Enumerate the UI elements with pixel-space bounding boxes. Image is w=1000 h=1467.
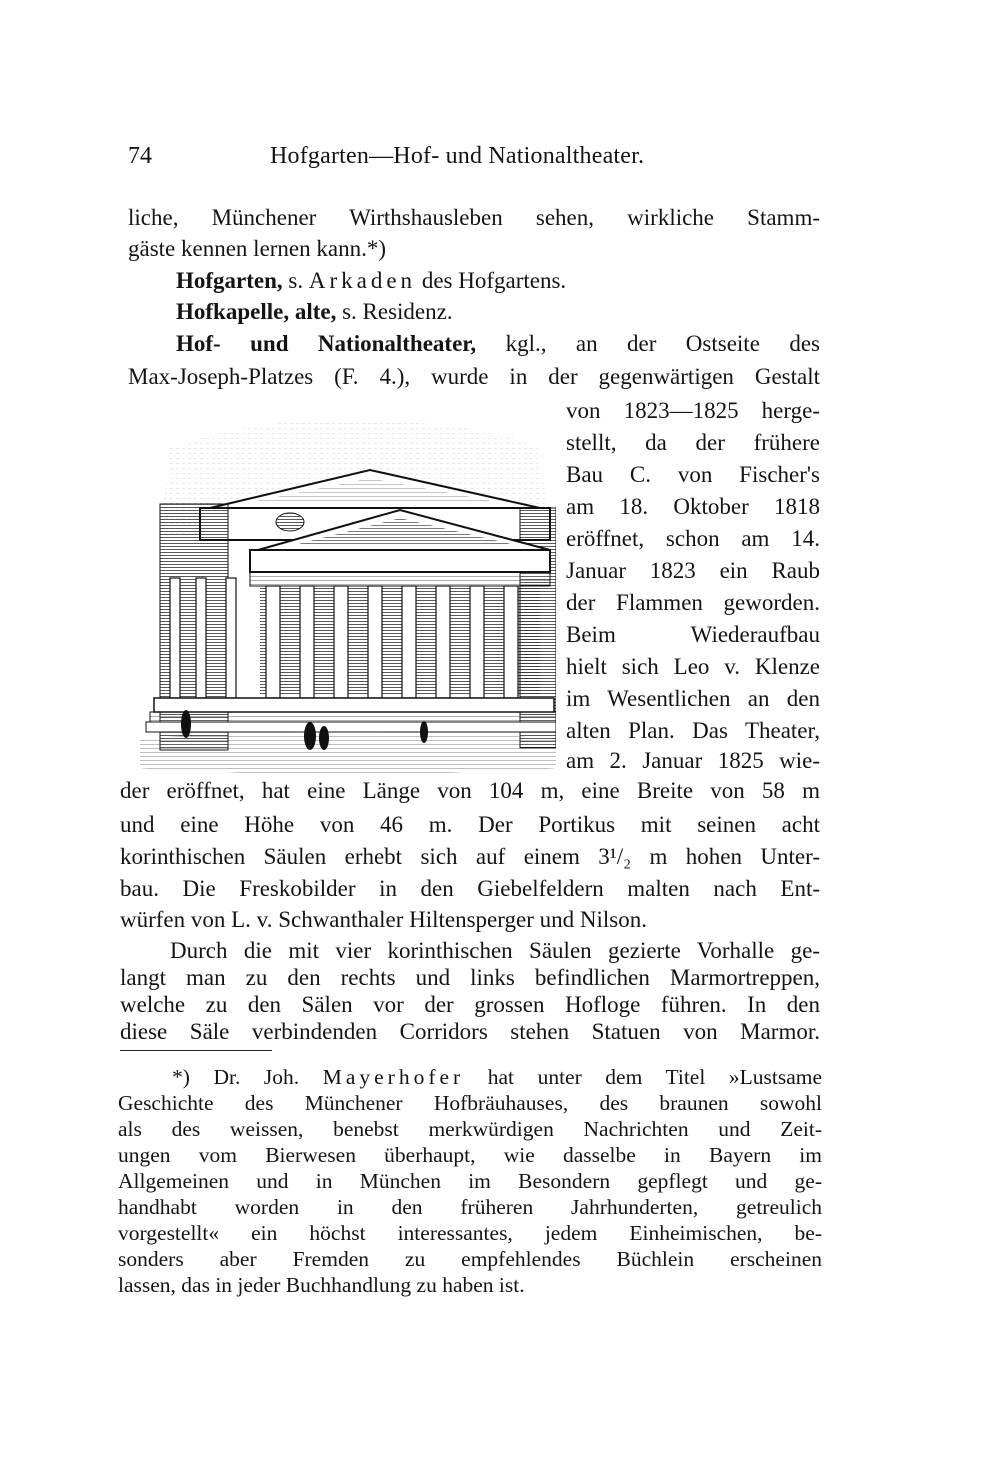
text-line: liche, Münchener Wirthshausleben sehen, wirkliche Stamm- — [128, 205, 820, 230]
footnote-line: ungen vom Bierwesen überhaupt, wie dasselbe in Bayern im — [118, 1143, 822, 1167]
text-line: diese Säle verbindenden Corridors stehen Statuen von Marmor. — [120, 1019, 820, 1044]
wrap-line: hielt sich Leo v. Klenze — [566, 654, 820, 679]
page-number: 74 — [128, 143, 152, 169]
entry-heading: Hof- und Nationaltheater, — [176, 331, 477, 356]
wrap-line: am 18. Oktober 1818 — [566, 494, 820, 519]
footnote-line: Geschichte des Münchener Hofbräuhauses, des braunen sowohl — [118, 1091, 822, 1115]
text-line: welche zu den Sälen vor der grossen Hofloge führen. In den — [120, 992, 820, 1017]
entry-hofkapelle — [176, 297, 820, 327]
text-line: und eine Höhe von 46 m. Der Portikus mit seinen acht — [120, 812, 820, 837]
footnote-line — [172, 1064, 822, 1090]
text-line: Durch die mit vier korinthischen Säulen gezierte Vorhalle ge- — [170, 938, 820, 963]
entry-text: kgl., an der Ostseite des — [505, 331, 820, 356]
entry-heading: Hofgarten, — [176, 268, 283, 293]
wrap-line: Januar 1823 ein Raub — [566, 558, 820, 583]
theater-engraving — [140, 408, 556, 776]
wrap-line: eröffnet, schon am 14. — [566, 526, 820, 551]
wrap-line: im Wesentlichen an den — [566, 686, 820, 711]
entry-heading: Hofkapelle, alte, — [176, 299, 337, 324]
footnote-line: Allgemeinen und in München im Besondern gepflegt und ge- — [118, 1169, 822, 1193]
text-line: würfen von L. v. Schwanthaler Hiltensperger und Nilson. — [120, 907, 647, 932]
entry-theater — [176, 329, 820, 359]
footnote-line: vorgestellt« ein höchst interessantes, jedem Einheimischen, be- — [118, 1221, 822, 1245]
page-header — [128, 143, 824, 177]
footnote-marker: *) Dr. Joh. — [172, 1065, 300, 1089]
text-line: korinthischen Säulen erhebt sich auf einem 3¹/₂ m hohen Unter- — [120, 844, 820, 869]
text-line: der eröffnet, hat eine Länge von 104 m, eine Breite von 58 m — [120, 778, 820, 803]
running-head: Hofgarten—Hof- und Nationaltheater. — [270, 143, 645, 169]
footnote-line: handhabt worden in den früheren Jahrhunderten, getreulich — [118, 1195, 822, 1219]
entry-text: des Hofgartens. — [421, 268, 567, 293]
footnote-line: als des weissen, benebst merkwürdigen Nachrichten und Zeit- — [118, 1117, 822, 1141]
wrap-line: am 2. Januar 1825 wie- — [566, 748, 820, 773]
wrap-line: stellt, da der frühere — [566, 430, 820, 455]
cross-reference: Arkaden — [308, 268, 417, 293]
footnote-line: lassen, das in jeder Buchhandlung zu haben ist. — [118, 1273, 525, 1297]
footnote-rule — [120, 1050, 272, 1051]
footnote-line: sonders aber Fremden zu empfehlendes Büchlein erscheinen — [118, 1247, 822, 1271]
footnote-author: Mayerhofer — [322, 1065, 465, 1089]
wrap-line: Beim Wiederaufbau — [566, 622, 820, 647]
text-line: Max-Joseph-Platzes (F. 4.), wurde in der gegenwärtigen Gestalt — [128, 364, 820, 389]
text-line: gäste kennen lernen kann.*) — [128, 236, 387, 261]
wrap-line: von 1823—1825 herge- — [566, 398, 820, 423]
text-line: bau. Die Freskobilder in den Giebelfeldern malten nach Ent- — [120, 876, 820, 901]
text-line: langt man zu den rechts und links befindlichen Marmortreppen, — [120, 965, 820, 990]
wrap-line: der Flammen geworden. — [566, 590, 820, 615]
entry-text: s. Residenz. — [342, 299, 453, 324]
see-reference: s. — [288, 268, 304, 293]
wrap-line: Bau C. von Fischer's — [566, 462, 820, 487]
entry-hofgarten — [176, 266, 820, 296]
wrap-line: alten Plan. Das Theater, — [566, 718, 820, 743]
footnote-text: hat unter dem Titel »Lustsame — [487, 1065, 822, 1089]
